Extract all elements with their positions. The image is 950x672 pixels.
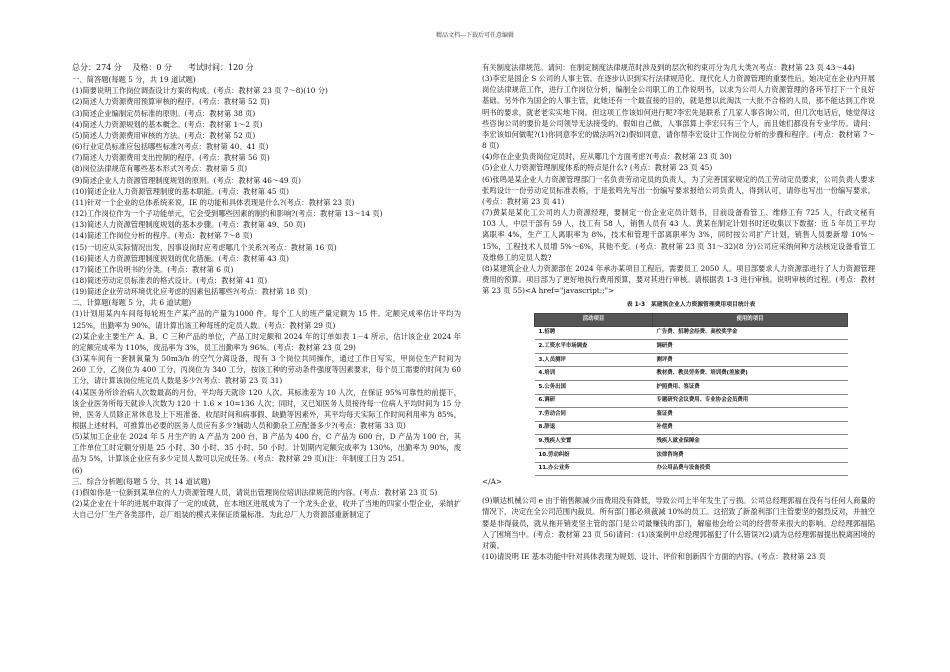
paragraph: (3)简述企业编制定员标准的原则。(考点：教材第 38 页): [72, 108, 256, 118]
table-row: [535, 380, 848, 394]
activity-cell: 8.辞退: [535, 421, 653, 435]
items-cell: 鉴证费: [653, 408, 848, 422]
items-cell: 残疾人就业保障金: [653, 435, 848, 449]
paragraph: (17)简述工作说明书的分类。(考点：教材第 6 页): [72, 264, 234, 274]
activity-cell: 5.公务出国: [535, 380, 653, 394]
paragraph: (10)简述企业人力资源管理制度的基本职能。(考点：教材第 45 页): [72, 186, 290, 196]
paragraph: (5)某加工企业在 2024 年 5 月生产的 A 产品为 200 台，B 产品为 400 台，C 产品为 600 台，D 产品为 100 台，其工作单位工时定额分别是 25 小时、30 小时、35 小时、50 小时。计划期内定额完成率为 130%，出勤率为 90%，废品为 5%，计算该企业应有多少定员人数可以完成任务。(考点：教材第 29 页)(注：年制度工日为 251。: [72, 432, 461, 464]
paragraph: (10)请说明 IE 基本功能中针对具体表现为规划、设计、评价和创新四个方面的内容。(考点：教材第 23 页: [482, 552, 826, 562]
items-cell: 广告费、招聘会经费、高校奖学金: [653, 326, 848, 340]
paragraph: (2)简述人力资源费用预算审核的程序。(考点：教材第 52 页): [72, 97, 270, 107]
paragraph: (7)简述人力资源费用支出控制的程序。(考点：教材第 56 页): [72, 153, 270, 163]
paragraph: 一、简答题(每题 5 分，共 19 道试题): [72, 75, 196, 85]
table-row: [535, 421, 848, 435]
paragraph: (3)某车间有一套制氧量为 50m3/h 的空气分离设备，现有 3 个岗位共同操作，通过工作日写实，甲岗位生产时间为 260 工分，乙岗位为 400 工分，丙岗位为 340 工分，按该工种的劳动条件强度等因素要求，每个员工需要的时间为 60 工分，请计算该岗位班定员人数是多少?(考点：教材第 23 页 31): [72, 354, 461, 386]
items-cell: 补偿费: [653, 421, 848, 435]
items-cell: 调研费: [653, 340, 848, 354]
table-row: [535, 340, 848, 354]
items-cell: 专题研究会议费用、专业协会会员费用: [653, 394, 848, 408]
paragraph: (6)张鸣是某企业人力资源管理部门一名负责劳动定员的负责人，为了完善国家规定的员工劳动定员要求，公司负责人要求张鸣设计一份劳动定员标准表格，于是张鸣先写出一份编写要求报给公司负责人，得到认可，请你也写出一份编写要求。(考点：教材第 23 页 41): [482, 174, 875, 206]
paragraph: (1)简要说明工作岗位调查设计方案的构成。(考点：教材第 23 页 7～8)(10 分): [72, 86, 328, 96]
paragraph: (8)岗位法律规范有哪些基本形式?(考点：教材第 5 页): [72, 164, 248, 174]
table-row: [535, 353, 848, 367]
paragraph: (9)简述企业人力资源管理制度规划的原则。(考点：教材第 46～49 页): [72, 175, 301, 185]
activity-cell: 6.调研: [535, 394, 653, 408]
items-cell: 测评费: [653, 353, 848, 367]
paragraph: 有关制度法律规范。请问：在制定制度法律规范时涉及到的层次和约束可分为几大类?(考点：教材第 23 页 43～44): [482, 63, 855, 72]
paragraph: (18)简述劳动定员标准表的格式设计。(考点：教材第 41 页): [72, 275, 268, 285]
paragraph: (4)某医务所诊治病人次数最高的月份，平均每天就诊 120 人次。其标准差为 10 人次，在保证 95%可靠性的前提下，该企业医务所每天就诊人次数为 120 十 1.6 × 10=136 人次；同时，又已知医务人员接待每一位病人平均时间为 15 分钟，医务人员除正常休息及上下班准备、收尾时间和病事假、缺勤等因素外，其平均每天实际工作时间利用率为 85%，根据上述材料，可推算出必要的医务人员应有多少?辅助人员和勤杂工应配备多少?(考点：教材第 33 页): [72, 387, 461, 430]
activity-cell: 1.招聘: [535, 326, 653, 340]
paragraph: (13)简述人力资源管理制度规划的基本步骤。(考点：教材第 49、50 页): [72, 220, 306, 230]
paragraph: (7)黄某是某化工公司的人力资源经理，要制定一份企业定员计划书，目前设备看管工、维修工有 725 人，行政文秘有 103 人，中层干部有 59 人，技工有 58 人，销售人员有 43 人。黄某在制定计划书时还收集以下数据：近 5 年员工平均离职率 4%，生产工人离职率为 8%，技术和管理干部离职率为 3%，同时按公司扩产计划，销售人员要新增 10%～15%，工程技术人员增 5%～6%，其他不变。(考点：教材第 23 页 31～32)(8 分)公司应采纳何种方法核定设备看管工及维修工的定员人数?: [482, 208, 875, 262]
paragraph: (15)一切应从实际情况出发，因事设岗时应考虑哪几个关系?(考点：教材第 16 页): [72, 242, 337, 252]
table-row: [535, 367, 848, 381]
paragraph: (6)行业定员标准应包括哪些标准?(考点：教材第 40、41 页): [72, 142, 269, 152]
paragraph: (11)针对一个企业的总体系统来说，IE 的功能和具体表现是什么?(考点：教材第 23 页): [72, 197, 355, 207]
paragraph: (6): [72, 465, 83, 475]
paragraph: (1)假如你是一位新到某单位的人力资源管理人员，请说出管理岗位培训法律规范的内容。(考点：教材第 23 页 5): [72, 487, 438, 497]
activity-cell: 9.残疾人安置: [535, 435, 653, 449]
table-row: [535, 394, 848, 408]
activity-cell: 4.培训: [535, 367, 653, 381]
table-row: [535, 435, 848, 449]
paragraph: (5)简述人力资源费用审核的方法。(考点：教材第 52 页): [72, 130, 256, 140]
activity-cell: 2.工资水平市场调查: [535, 340, 653, 354]
paragraph: (19)简述企业劳动环境优化应考虑的因素包括哪些?(考点：教材第 18 页): [72, 287, 308, 297]
paragraph: (9)顺达机械公司 e 由于销售额减少而费用没有降低，导致公司上半年发生了亏损。公司总经理郭福在没有与任何人商量的情况下，决定在全公司范围内裁员。所有部门都必须裁减 10%的员工。这招致了新盈利部门主管要坚的强烈反对，并抽空要是非得裁员，就从拖开销麦坚主管的部门是公司最赚钱的部门，解雇他会给公司的经营带来很大的影响。总经理郭福陷入了困境当中。(考点：教材第 23 页 56)请问：(1)该案例中总经理郭福犯了什么错误?(2)请为总经理郭福提出脱离困境的对策。: [482, 496, 875, 550]
items-cell: 法律咨询费: [653, 448, 848, 462]
table-row: [535, 326, 848, 340]
paragraph: (5)企业人力资源管理制度体系的特点是什么? (考点：教材第 23 页 45): [482, 163, 713, 173]
activity-cell: 7.劳动合同: [535, 408, 653, 422]
activity-cell: 11.办公业务: [535, 462, 653, 476]
table-caption: 表 1-3 某建筑企业人力资源管理费用项目统计表: [626, 302, 756, 309]
paragraph: (2)某企业主要生产 A、B、C 三种产品的单位，产品工时定额和 2024 年的订单如表 1－4 所示，估计该企业 2024 年的定额完成率为 110%，废品率为 3%，员工出勤率为 96%。(考点：教材第 23 页 29): [72, 331, 461, 352]
items-cell: 教材费、教员劳务费、培训费(差旅费): [653, 367, 848, 381]
paragraph: (12)工作岗位作为一个子功能单元，它会受到哪些因素的制约和影响?(考点：教材第 13～14 页): [72, 209, 383, 219]
paragraph: 三、综合分析题(每题 5 分，共 14 道试题): [72, 476, 211, 486]
page-header: 精品文档---下载后可任意编辑: [435, 32, 515, 39]
paragraph: (16)简述人力资源管理制度规划的优化措施。(考点：教材第 43 页): [72, 253, 290, 263]
paragraph: (1)计划用某内车间每每轮班生产某产品的产量为1000 件。每个工人的班产量定额为 15 件。定额完成率估计平均为125%，出勤率为 90%，请计算出该工种每班的定员人数。(考点：教材第 29 页): [72, 309, 461, 330]
right-column: [482, 62, 875, 562]
table-row: [535, 408, 848, 422]
anchor-close-tag: </A>: [482, 477, 502, 487]
paragraph: (2)某企业在十年的进展中取得了一定的成就，在本地区进展成为了一个龙头企业，收并了当地的四家小型企业，采纳扩大自己分厂生产各类部件，总厂组装的模式来保证质量标准。为此总厂人力资源部重新制定了: [72, 499, 461, 520]
paragraph: 二、计算题(每题 5 分，共 6 道试题): [72, 298, 192, 308]
activity-cell: 10.劳动纠纷: [535, 448, 653, 462]
paragraph: 总分：274 分 及格：0 分 考试时间：120 分: [72, 63, 254, 72]
paragraph: (8)某建筑企业人力资源部在 2024 年承办某项目工程后，需要员工 2050 人。项目部要求人力资源部进行了人力资源管理费用的预算。项目部为了更好地执行费用预算，要对其进行审核。请根据表 1-3 进行审核。说明审核的过程。(考点：教材第 23 页 55)<A href="javascript:;">: [482, 263, 875, 296]
paragraph: (4)你在企业负责岗位定员时，应从哪几个方面考虑?(考点：教材第 23 页 30): [482, 152, 732, 162]
items-cell: 护照费用、签证费: [653, 380, 848, 394]
left-column: [72, 62, 461, 520]
paragraph: (3)李宏是国企 S 公司的人事主管。在逐步认识到实行法律规范化、现代化人力资源管理的重要性后，她决定在企业内开展岗位法律规范工作，进行工作岗位分析，编制全公司职工的工作说明书，以求为公司人力资源管理的各环节打下一个良好基础。另外作为国企的人事主管，此她还有一个最直接的目的，就是想以此淘汰一大批不合格的人员，那不能达到工作说明书的要求，就老老实实地下岗。但这项工作该如何进行呢?李宏先是联系了几家人事咨询公司，但几次电话后，她觉得这些咨询公司的要价是公司领导无法接受的。假如自己做，人事部算上李宏只有三个人，而且她们都没有专业学历。请问：李宏该如何做呢?(1)你同意李宏的做法吗?(2)假如同意，请你帮李宏设计工作岗位分析的步骤和程序。(考点：教材第 7～8 页): [482, 74, 875, 151]
paragraph: (4)简述人力资源规划的基本概念。(考点：教材第 1～2 页): [72, 119, 263, 129]
table-row: [535, 462, 848, 476]
paragraph: (14)简述工作岗位分析的程序。(考点：教材第 7～8 页): [72, 231, 253, 241]
table-row: [535, 448, 848, 462]
cost-table: [534, 313, 848, 476]
items-cell: 办公用品费与设备投资: [653, 462, 848, 476]
table-header-items: 使用的项目: [653, 314, 848, 326]
activity-cell: 3.人员测评: [535, 353, 653, 367]
table-header-activity: 活动项目: [535, 314, 653, 326]
